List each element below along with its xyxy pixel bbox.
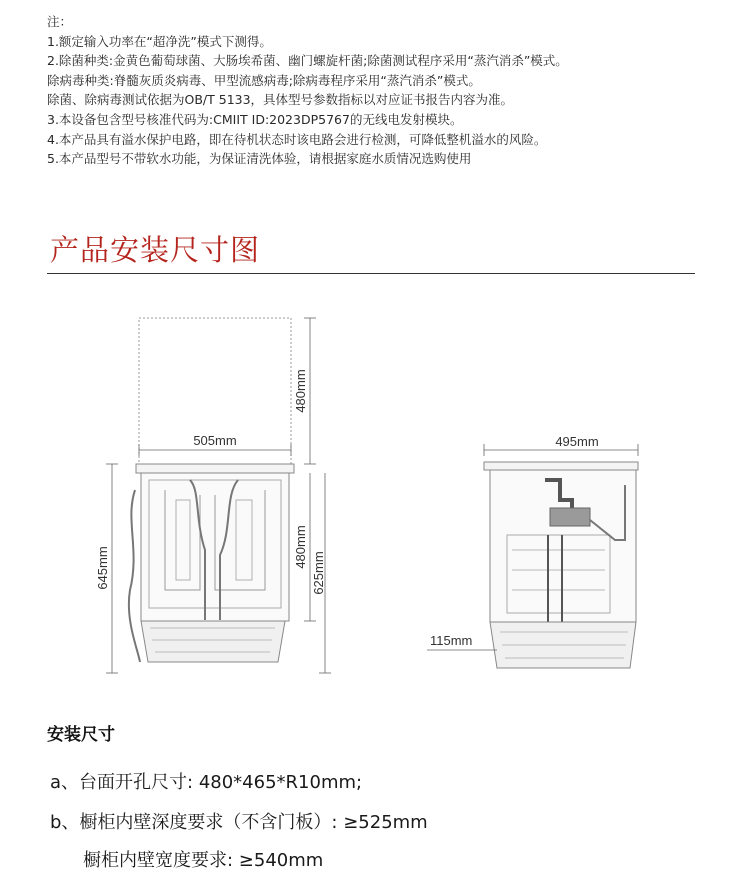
spec-cabinet-width: 橱柜内壁宽度要求: ≥540mm xyxy=(83,850,324,871)
front-body-height-label: 625mm xyxy=(311,551,326,595)
front-top-height-label: 480mm xyxy=(293,369,308,413)
valve-block xyxy=(550,508,590,526)
note-line: 除病毒种类:脊髓灰质炎病毒、甲型流感病毒;除病毒程序采用“蒸汽消杀”模式。 xyxy=(47,72,481,88)
front-total-height-label: 645mm xyxy=(95,546,110,590)
title-divider xyxy=(47,273,695,274)
spec-cutout-size: a、台面开孔尺寸: 480*465*R10mm; xyxy=(50,772,363,793)
install-title: 安装尺寸 xyxy=(47,725,115,745)
note-line: 2.除菌种类:金黄色葡萄球菌、大肠埃希菌、幽门螺旋杆菌;除菌测试程序采用“蒸汽消杀”模式。 xyxy=(47,53,568,69)
side-base-height-label: 115mm xyxy=(430,633,473,648)
appliance-base xyxy=(141,621,285,662)
side-countertop xyxy=(484,462,638,470)
note-line: 注： xyxy=(47,14,73,29)
note-line: 5.本产品型号不带软水功能，为保证清洗体验，请根据家庭水质情况选购使用 xyxy=(47,151,472,167)
section-title: 产品安装尺寸图 xyxy=(50,233,261,267)
front-view xyxy=(129,318,294,662)
front-inner-height-label: 480mm xyxy=(293,525,308,569)
countertop xyxy=(136,464,294,473)
notes-block xyxy=(47,12,737,169)
side-width-label: 495mm xyxy=(555,434,599,449)
note-line: 1.额定输入功率在“超净洗”模式下测得。 xyxy=(47,33,272,49)
note-line: 除菌、除病毒测试依据为OB/T 5133，具体型号参数指标以对应证书报告内容为准。 xyxy=(47,92,514,108)
installation-diagram xyxy=(0,290,750,690)
note-line: 4.本产品具有溢水保护电路，即在待机状态时该电路会进行检测，可降低整机溢水的风险。 xyxy=(47,131,547,147)
spec-cabinet-depth: b、橱柜内壁深度要求（不含门板）: ≥525mm xyxy=(50,812,428,833)
side-view xyxy=(484,462,638,668)
front-width-label: 505mm xyxy=(193,433,237,448)
side-hose xyxy=(129,490,140,662)
note-line: 3.本设备包含型号核准代码为:CMIIT ID:2023DP5767的无线电发射模块。 xyxy=(47,111,463,127)
